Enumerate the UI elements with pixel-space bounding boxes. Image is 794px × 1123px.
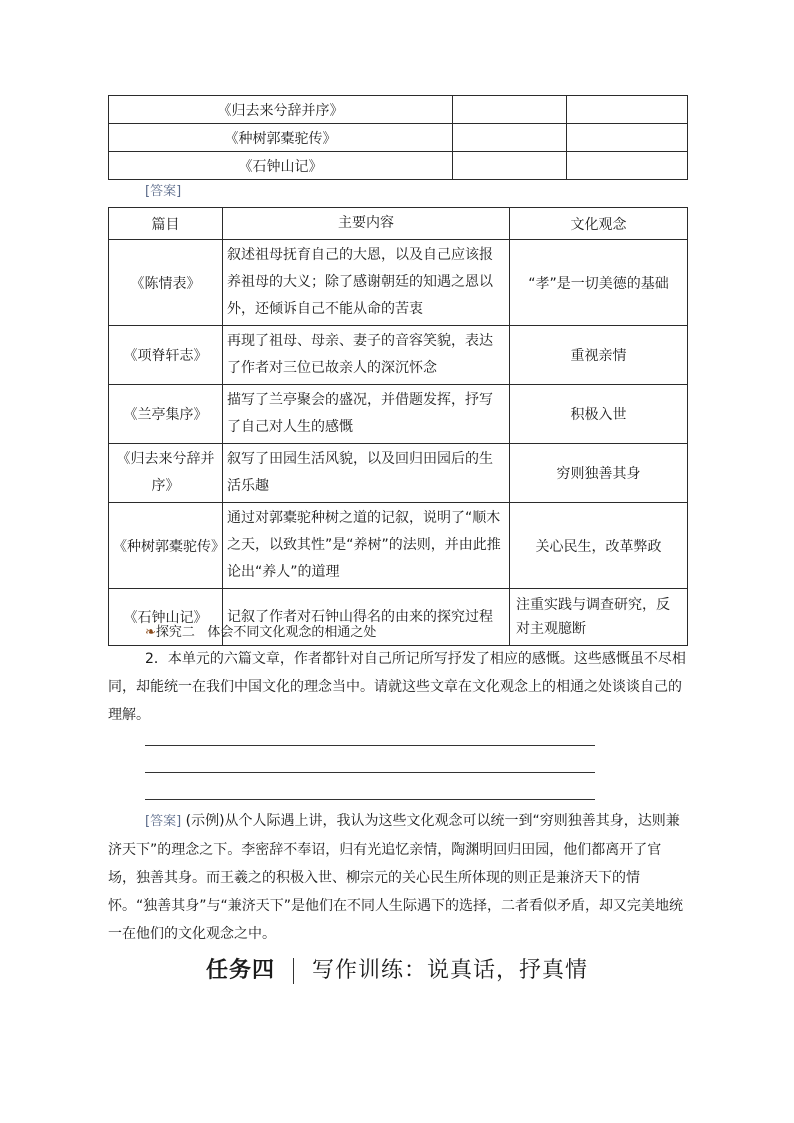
idea-cell: 穷则独善其身 — [510, 444, 688, 503]
table-row — [109, 503, 688, 589]
content-cell: 通过对郭橐驼种树之道的记叙，说明了“顺木之天，以致其性”是“养树”的法则，并由此推论出“养人”的道理 — [223, 503, 510, 589]
title-cell: 《归去来兮辞并序》 — [109, 444, 223, 503]
content-cell: 记叙了作者对石钟山得名的由来的探究过程 — [223, 589, 510, 646]
column-header: 主要内容 — [223, 208, 510, 240]
answer-line — [145, 799, 595, 800]
divider — [293, 958, 294, 984]
title-cell: 《种树郭橐驼传》 — [109, 503, 223, 589]
table-row — [109, 96, 688, 124]
section-label: 探究二 — [155, 625, 195, 640]
idea-cell: “孝”是一切美德的基础 — [510, 240, 688, 326]
empty-cell — [567, 96, 688, 124]
column-header: 文化观念 — [510, 208, 688, 240]
table-row — [109, 124, 688, 152]
task-heading — [0, 953, 794, 984]
idea-cell: 重视亲情 — [510, 326, 688, 385]
answer-label: [答案] — [145, 814, 182, 829]
table-row — [109, 444, 688, 503]
answer-text: (示例)从个人际遇上讲，我认为这些文化观念可以统一到“穷则独善其身，达则兼济天下”的理念之下。李密辞不奉诏，归有光追忆亲情，陶渊明回归田园，他们都离开了官场，独善其身。而王羲之的积极入世、柳宗元的关心民生所体现的则正是兼济天下的情怀。“独善其身”与“兼济天下”是他们在不同人生际遇下的选择，二者看似矛盾，却又完美地统一在他们的文化观念之中。 — [108, 813, 684, 942]
title-cell: 《项脊轩志》 — [109, 326, 223, 385]
title-cell: 《兰亭集序》 — [109, 385, 223, 444]
task-number: 任务四 — [205, 958, 275, 983]
table-row — [109, 152, 688, 180]
table-row — [109, 326, 688, 385]
title-cell: 《陈情表》 — [109, 240, 223, 326]
content-cell: 描写了兰亭聚会的盛况，并借题发挥，抒写了自己对人生的感慨 — [223, 385, 510, 444]
answer-line — [145, 745, 595, 746]
column-header: 篇目 — [109, 208, 223, 240]
empty-cell — [453, 96, 567, 124]
table-row — [109, 385, 688, 444]
idea-cell: 积极入世 — [510, 385, 688, 444]
content-cell: 叙写了田园生活风貌，以及回归田园后的生活乐趣 — [223, 444, 510, 503]
title-cell: 《石钟山记》 — [109, 152, 453, 180]
content-cell: 再现了祖母、母亲、妻子的音容笑貌，表达了作者对三位已故亲人的深沉怀念 — [223, 326, 510, 385]
table-row — [109, 240, 688, 326]
answer-table — [108, 207, 688, 646]
answer-line — [145, 772, 595, 773]
idea-cell: 关心民生，改革弊政 — [510, 503, 688, 589]
content-cell: 叙述祖母抚育自己的大恩，以及自己应该报养祖母的大义；除了感谢朝廷的知遇之恩以外，还倾诉自己不能从命的苦衷 — [223, 240, 510, 326]
title-cell: 《归去来兮辞并序》 — [109, 96, 453, 124]
empty-cell — [567, 124, 688, 152]
empty-cell — [453, 152, 567, 180]
title-cell: 《种树郭橐驼传》 — [109, 124, 453, 152]
question-text: 2．本单元的六篇文章，作者都针对自己所记所写抒发了相应的感慨。这些感慨虽不尽相同，却能统一在我们中国文化的理念当中。请就这些文章在文化观念上的相通之处谈谈自己的理解。 — [108, 651, 686, 723]
section-title: 体会不同文化观念的相通之处 — [207, 625, 377, 640]
task-title: 写作训练：说真话，抒真情 — [312, 958, 589, 983]
empty-cell — [567, 152, 688, 180]
answer-label: [答案] — [145, 184, 182, 199]
title-cell: 《石钟山记》 — [109, 589, 223, 646]
empty-cell — [453, 124, 567, 152]
answer-paragraph — [108, 807, 688, 948]
prompt-table — [108, 95, 688, 180]
idea-cell: 注重实践与调查研究，反对主观臆断 — [510, 589, 688, 646]
section-icon: ❧ — [145, 625, 156, 640]
section-heading — [145, 621, 376, 640]
table-header-row — [109, 208, 688, 240]
